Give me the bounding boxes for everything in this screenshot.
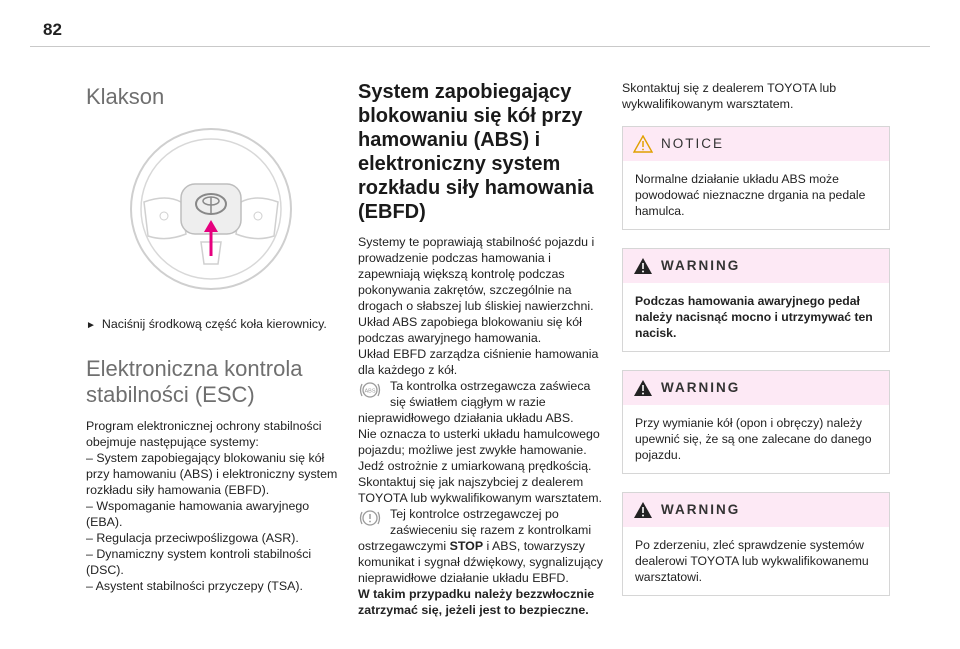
page-number: 82 [43,20,62,39]
warning-box-1 [622,248,890,352]
abs-paragraph-1: Systemy te poprawiają stabilność pojazdu i prowadzenie podczas hamowania i zapewniają większą kontrolę podczas pokonywania zakrętów, szczególnie na drogach o słabszej lub śliskiej nawierzchni. [358,235,595,313]
abs-paragraph-5: Nie oznacza to usterki układu hamulcowego pojazdu; możliwe jest zwykłe hamowanie. Jedź ostrożnie z umiarkowaną prędkością. [358,427,600,473]
notice-header: NOTICE [623,127,889,161]
list-item: – System zapobiegający blokowaniu się kół przy hamowaniu (ABS) i elektroniczny system rozkładu siły hamowania (EBFD). [86,451,338,497]
column-3 [622,80,890,596]
warning-text: Po zderzeniu, zleć sprawdzenie systemów dealerowi TOYOTA lub wykwalifikowanemu warsztatowi. [635,538,869,584]
svg-text:ABS: ABS [364,388,376,395]
list-item: – Asystent stabilności przyczepy (TSA). [86,579,303,593]
warning-triangle-icon [633,379,653,397]
list-item: – Dynamiczny system kontroli stabilności (DSC). [86,547,312,577]
notice-box [622,126,890,230]
bullet-arrow-icon: ► [86,320,96,331]
warning-header: WARNING [623,493,889,527]
klakson-title: Klakson [86,84,165,109]
warning-box-3 [622,492,890,596]
esc-intro: Program elektronicznej ochrony stabilności obejmuje następujące systemy: [86,419,322,449]
abs-paragraph-8: W takim przypadku należy bezzwłocznie zatrzymać się, jeżeli jest to bezpieczne. [358,587,595,617]
warning-header: WARNING [623,371,889,405]
list-item: – Wspomaganie hamowania awaryjnego (EBA). [86,499,310,529]
horn-instruction: ► Naciśnij środkową część koła kierownicy. [86,317,327,331]
column-1 [86,80,348,594]
list-item: – Regulacja przeciwpoślizgowa (ASR). [86,531,299,545]
esc-system-list [86,450,348,594]
abs-lamp-description: ABS Ta kontrolka ostrzegawcza zaświeca się światłem ciągłym w razie nieprawidłowego działania układu ABS. [358,379,591,425]
ebfd-lamp-description: Tej kontrolce ostrzegawczej po zaświeceniu się razem z kontrolkami ostrzegawczymi STOP i ABS, towarzyszy komunikat i sygnał dźwiękowy, sygnalizujący nieprawidłowe działanie układu EBFD. [358,507,603,585]
warning-text: Przy wymianie kół (opon i obręczy) należy upewnić się, że są one zalecane do danego pojazdu. [635,416,872,462]
abs-warning-lamp-icon [358,380,382,400]
warning-box-2 [622,370,890,474]
warning-triangle-icon [633,257,653,275]
top-divider [30,46,930,47]
abs-paragraph-2: Układ ABS zapobiega blokowaniu się kół podczas awaryjnego hamowania. [358,315,582,345]
warning-triangle-icon [633,501,653,519]
warning-header: WARNING [623,249,889,283]
caution-triangle-icon [633,135,653,153]
warning-text: Podczas hamowania awaryjnego pedał należy nacisnąć mocno i utrzymywać ten nacisk. [635,294,873,340]
abs-paragraph-6: Skontaktuj się jak najszybciej z dealerem TOYOTA lub wykwalifikowanym warsztatem. [358,475,602,505]
steering-wheel-illustration [126,124,296,294]
esc-title: Elektroniczna kontrola stabilności (ESC) [86,356,303,407]
column-2 [358,80,608,618]
contact-dealer-text: Skontaktuj się z dealerem TOYOTA lub wykwalifikowanym warsztatem. [622,81,837,111]
brake-warning-lamp-icon [358,508,382,528]
notice-text: Normalne działanie układu ABS może powodować nieznaczne drgania na pedale hamulca. [635,172,866,218]
steering-wheel-icon [126,124,296,294]
abs-paragraph-3: Układ EBFD zarządza ciśnienie hamowania dla każdego z kół. [358,347,599,377]
abs-title: System zapobiegający blokowaniu się kół przy hamowaniu (ABS) i elektroniczny system rozkładu siły hamowania (EBFD) [358,81,594,223]
